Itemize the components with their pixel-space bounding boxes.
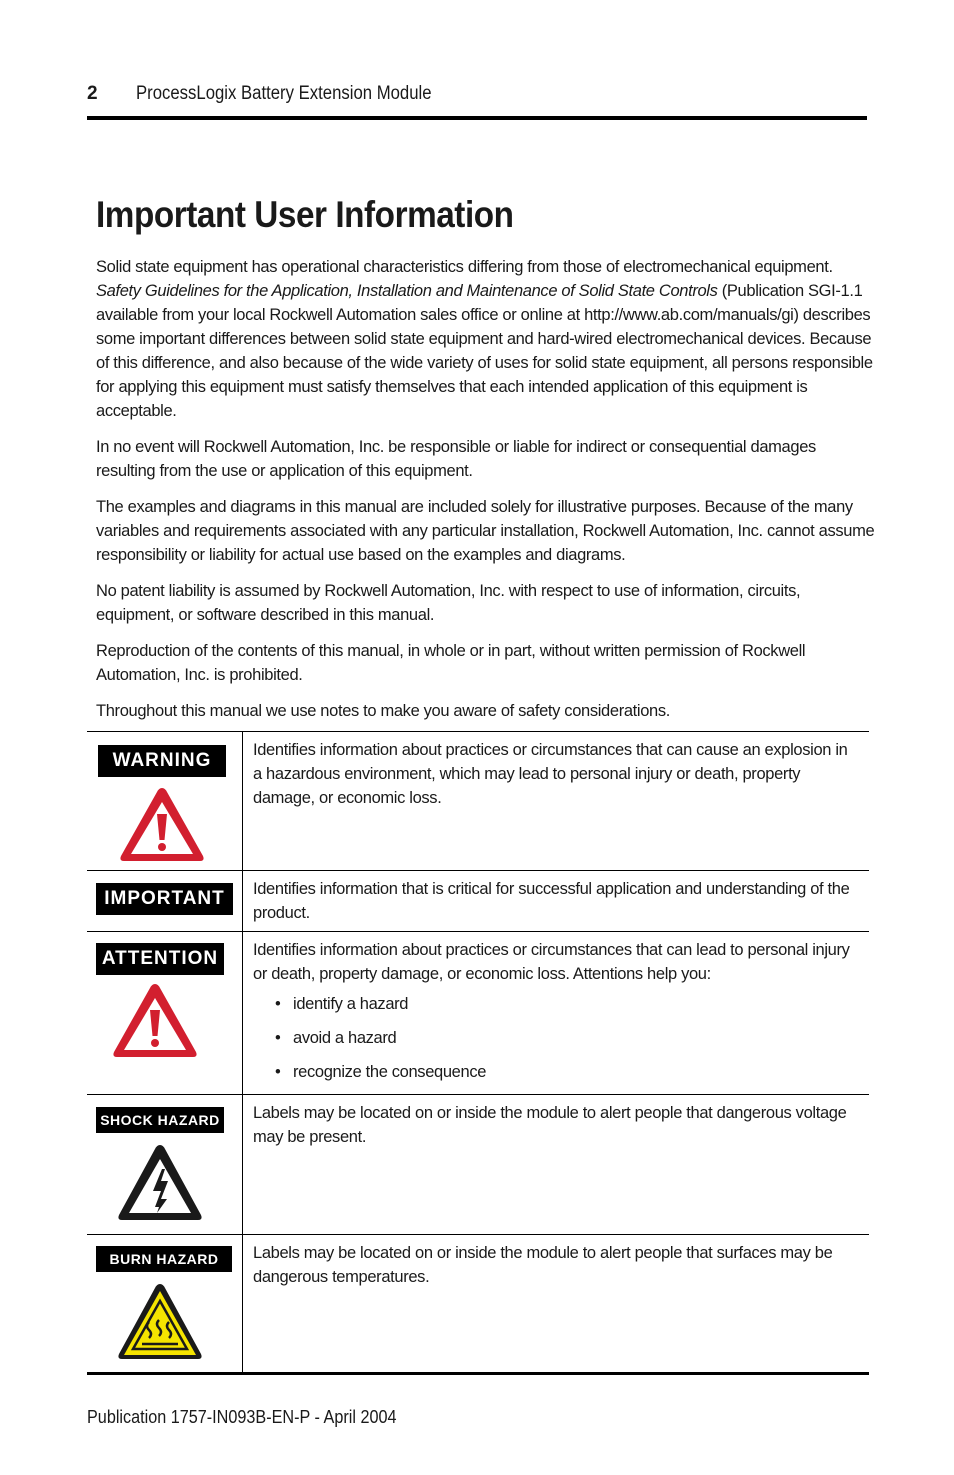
note-label-cell — [87, 871, 243, 932]
note-row-warning — [87, 732, 869, 871]
paragraph-examples: The examples and diagrams in this manual are included solely for illustrative purposes. Because of the many variables and requirements associated with any particular installation, Rockwell Automation, Inc. cannot assume responsibility or liability for actual use based on the examples and diagrams. — [96, 498, 875, 564]
attention-label: ATTENTION — [96, 943, 224, 975]
paragraph-reproduction: Reproduction of the contents of this manual, in whole or in part, without written permission of Rockwell Automation, Inc. is prohibited. — [96, 642, 806, 684]
warning-description: Identifies information about practices or circumstances that can cause an explosion in a hazardous environment, which may lead to personal injury or death, property damage, or economic loss. — [253, 741, 848, 807]
header-rule — [87, 116, 867, 120]
paragraph-text: (Publication SGI-1.1 available from your local Rockwell Automation sales office or online at http://www.ab.com/manuals/gi) describes some important differences between solid state equipment and hard-wired electromechanical devices. Because of this difference, and also because of the wide variety of uses for solid state equipment, all persons responsible for applying this equipment must satisfy themselves that each intended application of this equipment is acceptable. — [96, 282, 873, 420]
burn-hazard-icon — [115, 1280, 205, 1362]
list-item: • identify a hazard — [293, 992, 859, 1016]
note-label-cell — [87, 932, 243, 1095]
shock-hazard-description: Labels may be located on or inside the module to alert people that dangerous voltage may be present. — [253, 1104, 847, 1146]
note-label-cell — [87, 732, 243, 871]
attention-description — [243, 932, 870, 1095]
note-row-attention — [87, 932, 869, 1095]
note-row-shock-hazard — [87, 1095, 869, 1235]
paragraph-patent: No patent liability is assumed by Rockwell Automation, Inc. with respect to use of information, circuits, equipment, or software described in this manual. — [96, 582, 801, 624]
shock-hazard-label: SHOCK HAZARD — [96, 1107, 224, 1133]
list-item: • recognize the consequence — [293, 1060, 859, 1084]
paragraph-solid-state — [96, 255, 876, 423]
paragraph-liability: In no event will Rockwell Automation, Inc. be responsible or liable for indirect or consequential damages resulting from the use or application of this equipment. — [96, 438, 816, 480]
page-number: 2 — [87, 83, 98, 104]
important-description: Identifies information that is critical for successful application and understanding of the product. — [253, 880, 850, 922]
attention-bullets — [253, 992, 859, 1084]
burn-hazard-label: BURN HAZARD — [96, 1246, 232, 1272]
note-label-cell — [87, 1235, 243, 1374]
note-row-important — [87, 871, 869, 932]
warning-label: WARNING — [98, 745, 226, 777]
burn-hazard-description: Labels may be located on or inside the module to alert people that surfaces may be dangerous temperatures. — [253, 1244, 833, 1286]
publication-title: Safety Guidelines for the Application, Installation and Maintenance of Solid State Controls — [96, 282, 718, 300]
page-title: Important User Information — [96, 194, 514, 235]
list-item: • avoid a hazard — [293, 1026, 859, 1050]
warning-triangle-icon — [110, 980, 200, 1060]
paragraph-safety-notes: Throughout this manual we use notes to make you aware of safety considerations. — [96, 702, 671, 720]
important-label: IMPORTANT — [96, 883, 233, 915]
page-header — [87, 80, 867, 120]
running-title: ProcessLogix Battery Extension Module — [136, 83, 432, 104]
note-label-cell — [87, 1095, 243, 1235]
paragraph-text: Solid state equipment has operational characteristics differing from those of electromechanical equipment. — [96, 258, 833, 276]
attention-text: Identifies information about practices or circumstances that can lead to personal injury or death, property damage, or economic loss. Attentions help you: — [253, 941, 850, 983]
note-row-burn-hazard — [87, 1235, 869, 1374]
safety-notes-table — [87, 731, 869, 1375]
publication-footer: Publication 1757-IN093B-EN-P - April 2004 — [87, 1407, 397, 1427]
shock-hazard-icon — [115, 1141, 205, 1223]
warning-triangle-icon — [117, 784, 207, 864]
